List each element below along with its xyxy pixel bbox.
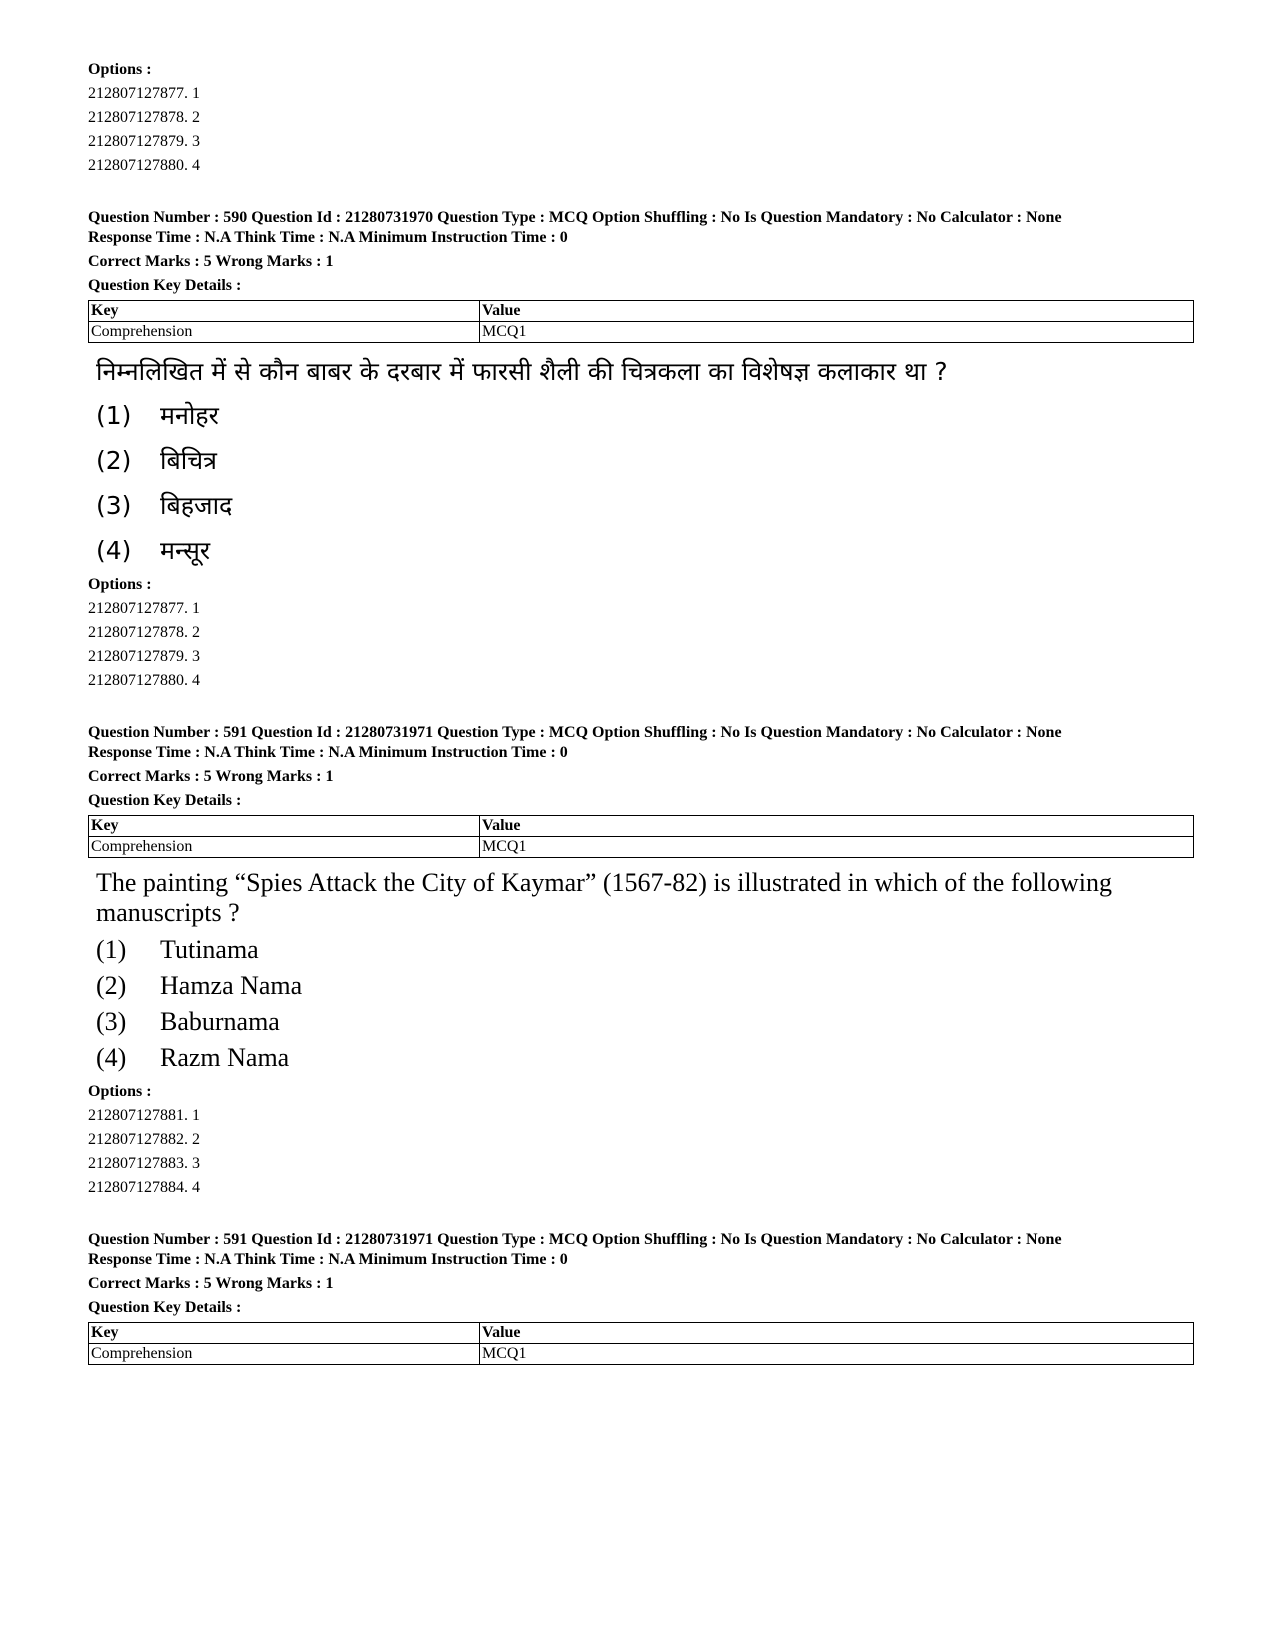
option-line: 212807127882. 2 [88,1131,200,1148]
key-cell: Comprehension [89,1344,480,1365]
question-key-heading: Question Key Details : [88,792,242,809]
choice-number: (4) [96,1043,127,1072]
option-line: 212807127883. 3 [88,1155,200,1172]
question-marks: Correct Marks : 5 Wrong Marks : 1 [88,768,334,785]
option-line: 212807127878. 2 [88,624,200,641]
key-column-header: Key [89,1323,480,1344]
value-column-header: Value [480,301,1194,322]
value-cell: MCQ1 [480,1344,1194,1365]
choice-number: (2) [96,971,127,1000]
value-column-header: Value [480,816,1194,837]
answer-choice [96,968,1198,1004]
choice-number: (4) [96,536,132,565]
key-cell: Comprehension [89,837,480,858]
answer-choice [96,393,1198,438]
question-591-repeat-block [88,1230,1198,1365]
question-text: निम्नलिखित में से कौन बाबर के दरबार में फारसी शैली की चित्रकला का विशेषज्ञ कलाकार था ? [96,357,948,386]
question-text: The painting “Spies Attack the City of Kaymar” (1567-82) is illustrated in which of the following manuscripts ? [96,868,1112,927]
option-line: 212807127878. 2 [88,109,200,126]
value-column-header: Value [480,1323,1194,1344]
options-heading: Options : [88,576,152,593]
answer-choice [96,1004,1198,1040]
question-meta-line-2: Response Time : N.A Think Time : N.A Minimum Instruction Time : 0 [88,744,568,761]
option-line: 212807127880. 4 [88,157,200,174]
choice-number: (3) [96,1007,127,1036]
option-line: 212807127879. 3 [88,648,200,665]
answer-choice [96,1040,1198,1076]
option-line: 212807127884. 4 [88,1179,200,1196]
choice-text: Baburnama [160,1007,280,1036]
question-591-block [88,723,1198,1200]
option-line: 212807127877. 1 [88,600,200,617]
question-key-table [88,300,1194,343]
choice-text: Razm Nama [160,1043,290,1072]
value-cell: MCQ1 [480,837,1194,858]
top-options-block [88,58,1198,178]
question-key-heading: Question Key Details : [88,1299,242,1316]
choice-number: (2) [96,446,132,475]
question-key-table [88,815,1194,858]
key-column-header: Key [89,816,480,837]
choice-text: Tutinama [160,935,259,964]
option-line: 212807127880. 4 [88,672,200,689]
key-cell: Comprehension [89,322,480,343]
choice-text: Hamza Nama [160,971,303,1000]
answer-choice [96,528,1198,573]
options-heading: Options : [88,61,152,78]
option-line: 212807127877. 1 [88,85,200,102]
question-meta-line-1: Question Number : 590 Question Id : 21280731970 Question Type : MCQ Option Shuffling : No Is Question Mandatory : No Calculator : None [88,209,1062,226]
question-key-table [88,1322,1194,1365]
question-meta-line-2: Response Time : N.A Think Time : N.A Minimum Instruction Time : 0 [88,229,568,246]
choice-text: मन्सूर [160,536,211,565]
choice-text: बिचित्र [160,446,217,475]
question-590-block [88,208,1198,693]
key-column-header: Key [89,301,480,322]
option-line: 212807127881. 1 [88,1107,200,1124]
question-marks: Correct Marks : 5 Wrong Marks : 1 [88,1275,334,1292]
choice-number: (3) [96,491,132,520]
options-heading: Options : [88,1083,152,1100]
choice-text: बिहजाद [160,491,233,520]
question-meta-line-2: Response Time : N.A Think Time : N.A Minimum Instruction Time : 0 [88,1251,568,1268]
answer-choice [96,932,1198,968]
choice-number: (1) [96,401,132,430]
choice-number: (1) [96,935,127,964]
question-meta-line-1: Question Number : 591 Question Id : 21280731971 Question Type : MCQ Option Shuffling : No Is Question Mandatory : No Calculator : None [88,1231,1062,1248]
value-cell: MCQ1 [480,322,1194,343]
document-page [88,58,1198,1365]
choice-text: मनोहर [160,401,219,430]
answer-choice [96,438,1198,483]
answer-choice [96,483,1198,528]
question-marks: Correct Marks : 5 Wrong Marks : 1 [88,253,334,270]
question-meta-line-1: Question Number : 591 Question Id : 21280731971 Question Type : MCQ Option Shuffling : No Is Question Mandatory : No Calculator : None [88,724,1062,741]
option-line: 212807127879. 3 [88,133,200,150]
question-key-heading: Question Key Details : [88,277,242,294]
